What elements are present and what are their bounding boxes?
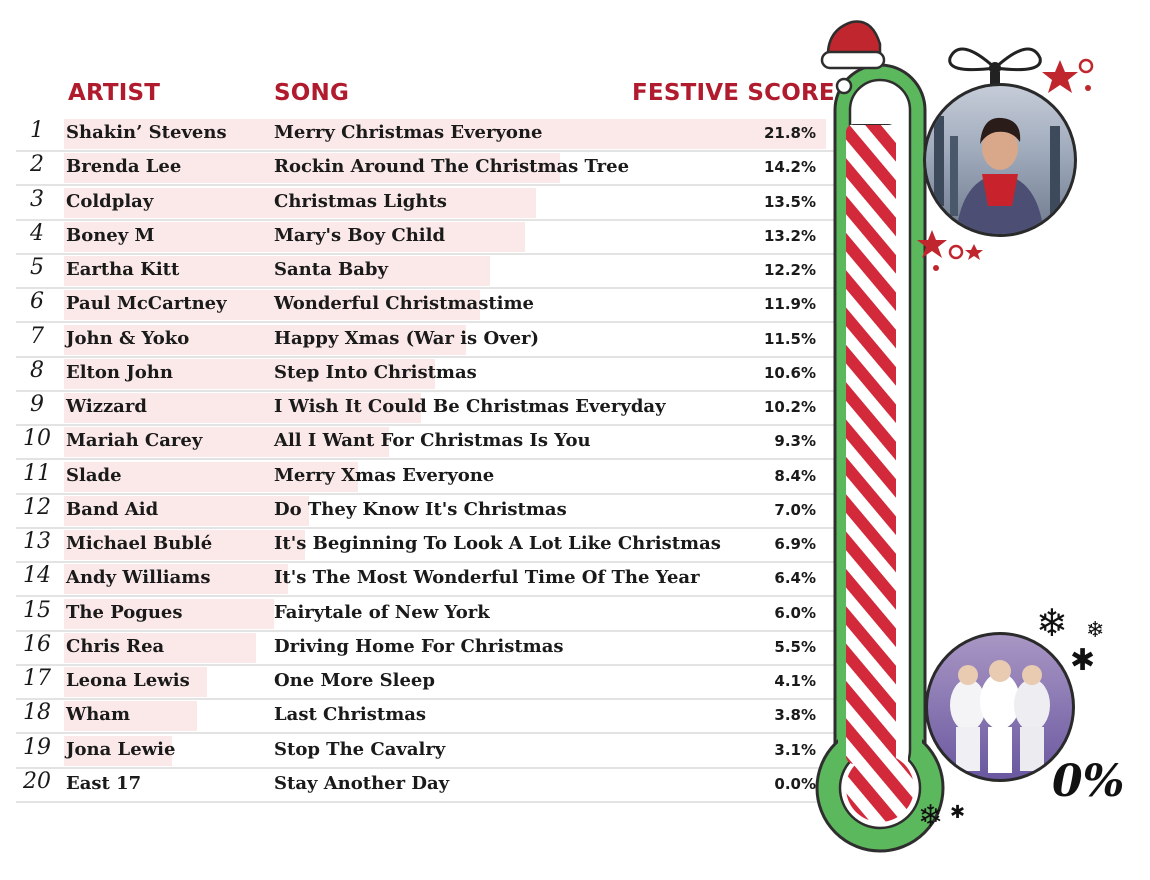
- artist-name: Boney M: [66, 224, 155, 246]
- person-illustration-icon: [926, 86, 1074, 234]
- rank-number: 4: [30, 220, 44, 246]
- artist-name: Band Aid: [66, 498, 159, 520]
- song-title: Stop The Cavalry: [274, 738, 446, 760]
- rank-number: 15: [23, 597, 51, 623]
- table-row: [16, 287, 838, 323]
- rank-number: 13: [23, 529, 51, 554]
- table-row: [16, 356, 838, 392]
- song-title: It's The Most Wonderful Time Of The Year: [274, 567, 700, 589]
- table-row: [16, 150, 838, 186]
- table-row: [16, 185, 838, 221]
- table-row: [16, 698, 838, 734]
- artist-name: Chris Rea: [66, 635, 165, 657]
- song-title: Do They Know It's Christmas: [274, 498, 567, 520]
- table-row: [16, 561, 838, 597]
- rank-number: 5: [30, 255, 44, 280]
- table-row: [16, 596, 838, 632]
- rank-number: 10: [23, 426, 51, 452]
- artist-name: Leona Lewis: [66, 670, 190, 691]
- song-title: I Wish It Could Be Christmas Everyday: [274, 396, 666, 417]
- rank-number: 7: [30, 323, 44, 349]
- score-label: 4.1%: [774, 672, 816, 690]
- star-decoration-icon-2: [916, 228, 986, 276]
- artist-name: Wham: [66, 704, 131, 726]
- artist-name: Wizzard: [66, 396, 147, 417]
- table-row: [16, 219, 838, 255]
- header-festive-score: FESTIVE SCORE: [632, 80, 835, 106]
- table-row: [16, 527, 838, 563]
- rank-number: 14: [23, 563, 51, 589]
- table-row: [16, 459, 838, 495]
- snowflake-icon-small: ❄: [1086, 618, 1105, 643]
- artist-name: Elton John: [66, 361, 173, 383]
- snowflake-icon-bottom: ❄: [918, 799, 944, 834]
- artist-name: Paul McCartney: [66, 293, 227, 315]
- score-label: 11.9%: [763, 295, 816, 314]
- star-decoration-icon: [1040, 56, 1100, 100]
- rank-number: 3: [30, 186, 44, 212]
- snowflake-icon: ❄: [1036, 601, 1068, 645]
- score-label: 6.9%: [774, 535, 816, 553]
- rank-number: 18: [23, 700, 51, 726]
- song-title: It's Beginning To Look A Lot Like Christmas: [274, 533, 721, 554]
- rank-number: 9: [30, 392, 44, 417]
- artist-name: Michael Bublé: [66, 533, 213, 554]
- rank-number: 20: [23, 768, 51, 794]
- asterisk-icon-bottom: ✱: [950, 802, 966, 823]
- rank-number: 8: [30, 357, 44, 383]
- artist-name: Jona Lewie: [66, 738, 176, 760]
- header-artist: ARTIST: [68, 80, 161, 106]
- artist-name: John & Yoko: [66, 327, 190, 349]
- song-title: Merry Xmas Everyone: [274, 464, 495, 486]
- rank-number: 6: [30, 289, 44, 315]
- song-title: Driving Home For Christmas: [274, 635, 564, 657]
- score-label: 13.5%: [763, 192, 816, 211]
- asterisk-icon: ✱: [1070, 643, 1096, 678]
- artist-name: Shakin’ Stevens: [66, 122, 227, 143]
- song-title: Rockin Around The Christmas Tree: [274, 156, 630, 178]
- table-row: [16, 767, 838, 803]
- score-label: 6.0%: [774, 603, 816, 622]
- score-label: 10.6%: [763, 363, 816, 382]
- table-row: [16, 390, 838, 426]
- song-title: One More Sleep: [274, 670, 435, 691]
- rank-number: 2: [30, 152, 44, 178]
- table-row: [16, 733, 838, 769]
- song-title: Merry Christmas Everyone: [274, 122, 543, 143]
- table-row: [16, 116, 838, 152]
- score-label: 0.0%: [774, 774, 816, 793]
- rank-number: 16: [23, 631, 51, 657]
- artist-photo-top: [923, 83, 1077, 237]
- score-label: 7.0%: [774, 500, 816, 519]
- score-label: 5.5%: [774, 637, 816, 656]
- score-label: 9.3%: [774, 432, 816, 451]
- score-label: 12.2%: [763, 261, 816, 279]
- rank-number: 11: [23, 460, 51, 486]
- song-title: Stay Another Day: [274, 772, 450, 794]
- score-label: 6.4%: [774, 569, 816, 588]
- header-song: SONG: [274, 80, 350, 106]
- score-label: 11.5%: [763, 329, 816, 348]
- table-row: [16, 424, 838, 460]
- rank-number: 1: [30, 118, 44, 143]
- score-label: 13.2%: [763, 226, 816, 245]
- score-label: 14.2%: [763, 158, 816, 177]
- rank-number: 19: [23, 734, 51, 760]
- artist-name: The Pogues: [66, 601, 183, 623]
- song-title: Fairytale of New York: [274, 601, 490, 623]
- table-row: [16, 664, 838, 700]
- group-illustration-icon: [928, 635, 1072, 779]
- artist-name: Slade: [66, 464, 122, 486]
- score-label: 10.2%: [763, 398, 816, 416]
- song-title: Happy Xmas (War is Over): [274, 327, 540, 349]
- table-row: [16, 253, 838, 289]
- song-title: Santa Baby: [274, 259, 388, 280]
- artist-name: Mariah Carey: [66, 430, 203, 452]
- rank-number: 12: [23, 494, 51, 520]
- song-title: All I Want For Christmas Is You: [274, 430, 591, 452]
- song-title: Wonderful Christmastime: [274, 293, 534, 315]
- song-title: Step Into Christmas: [274, 361, 477, 383]
- score-label: 8.4%: [774, 466, 816, 485]
- table-row: [16, 630, 838, 666]
- artist-name: Andy Williams: [66, 567, 211, 589]
- song-title: Mary's Boy Child: [274, 224, 446, 246]
- table-row: [16, 322, 838, 358]
- song-title: Last Christmas: [274, 704, 427, 726]
- score-label: 3.8%: [774, 706, 816, 725]
- table-row: [16, 493, 838, 529]
- thermometer-min-label: 0%: [1052, 756, 1125, 807]
- artist-name: Coldplay: [66, 190, 154, 212]
- artist-name: Brenda Lee: [66, 156, 182, 178]
- artist-name: Eartha Kitt: [66, 259, 180, 280]
- score-label: 21.8%: [763, 124, 816, 142]
- score-label: 3.1%: [774, 740, 816, 759]
- song-title: Christmas Lights: [274, 190, 447, 212]
- rank-number: 17: [23, 666, 51, 691]
- artist-name: East 17: [66, 772, 142, 794]
